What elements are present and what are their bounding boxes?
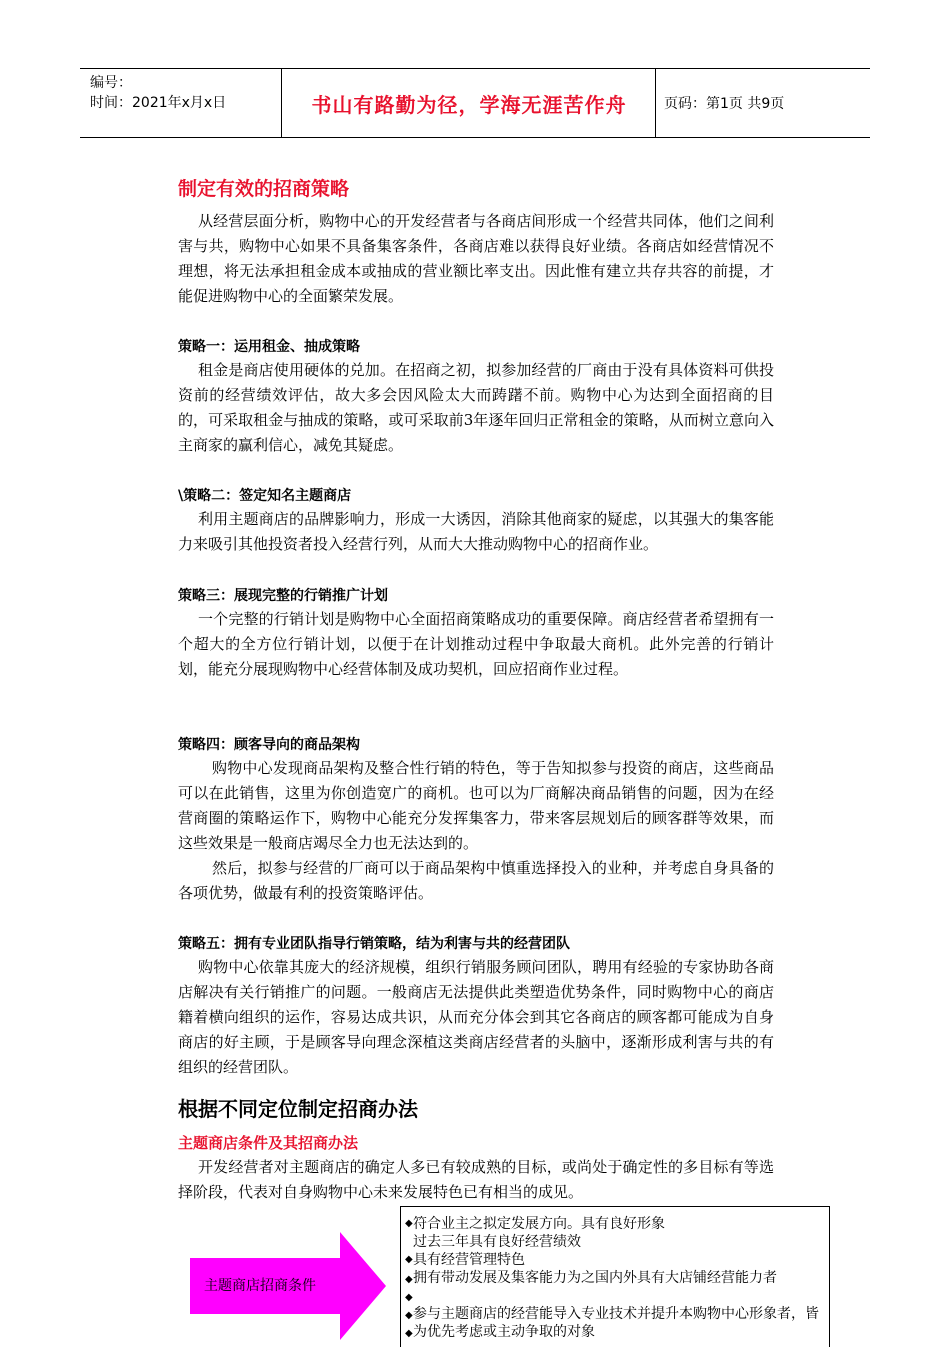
diamond-bullet-icon: ◆	[405, 1328, 413, 1339]
number-label: 编号：	[90, 75, 132, 91]
strategy-heading: 策略三：展现完整的行销推广计划	[178, 588, 388, 604]
diamond-bullet-icon: ◆	[405, 1274, 413, 1285]
section-intro: 开发经营者对主题商店的确定人多已有较成熟的目标，或尚处于确定性的多目标有等选择阶段，代表对自身购物中心未来发展特色已有相当的成见。	[178, 1158, 774, 1201]
section-subtitle: 主题商店条件及其招商办法	[178, 1134, 359, 1152]
condition-item: 过去三年具有良好经营绩效	[413, 1234, 581, 1250]
condition-item: 具有经营管理特色	[413, 1252, 525, 1268]
strategy-paragraph: 利用主题商店的品牌影响力，形成一大诱因，消除其他商家的疑虑，以其强大的集客能力来吸引其他投资者投入经营行列，从而大大推动购物中心的招商作业。	[178, 510, 774, 553]
diamond-bullet-icon: ◆	[405, 1292, 413, 1303]
strategy-heading: 策略五：拥有专业团队指导行销策略，结为利害与共的经营团队	[178, 936, 570, 952]
section-title: 制定有效的招商策略	[178, 178, 350, 200]
strategy-paragraph: 购物中心发现商品架构及整合性行销的特色，等于告知拟参与投资的商店，这些商品可以在此销售，这里为你创造宽广的商机。也可以为厂商解决商品销售的问题，因为在经营商圈的策略运作下，购物中心能充分发挥集客力，带来客层规划后的顾客群等效果，而这些效果是一般商店竭尽全力也无法达到的。	[178, 759, 774, 852]
section-title: 根据不同定位制定招商办法	[178, 1097, 418, 1121]
header-motto: 书山有路勤为径，学海无涯苦作舟	[311, 92, 627, 117]
condition-item: 符合业主之拟定发展方向。具有良好形象	[413, 1216, 665, 1232]
page-header	[80, 68, 870, 138]
conditions-box	[400, 1206, 830, 1347]
arrow-label: 主题商店招商条件	[204, 1278, 316, 1294]
strategy-heading: \策略二：签定知名主题商店	[178, 488, 352, 504]
diamond-bullet-icon: ◆	[405, 1310, 413, 1321]
diamond-bullet-icon: ◆	[405, 1218, 413, 1229]
strategy-paragraph: 购物中心依靠其庞大的经济规模，组织行销服务顾问团队，聘用有经验的专家协助各商店解决有关行销推广的问题。一般商店无法提供此类塑造优势条件，同时购物中心的商店籍着横向组织的运作，容易达成共识，从而充分体会到其它各商店的顾客都可能成为自身商店的好主顾，于是顾客导向理念深植这类商店经营者的头脑中，逐渐形成利害与共的有组织的经营团队。	[178, 958, 774, 1076]
page-info: 页码：第1页 共9页	[664, 96, 785, 112]
strategy-paragraph: 然后，拟参与经营的厂商可以于商品架构中慎重选择投入的业种，并考虑自身具备的各项优势，做最有利的投资策略评估。	[178, 859, 774, 902]
intro-paragraph: 从经营层面分析，购物中心的开发经营者与各商店间形成一个经营共同体，他们之间利害与共，购物中心如果不具备集客条件，各商店难以获得良好业绩。各商店如经营情况不理想，将无法承担租金成本或抽成的营业额比率支出。因此惟有建立共存共容的前提，才能促进购物中心的全面繁荣发展。	[178, 212, 774, 305]
strategy-heading: 策略一：运用租金、抽成策略	[178, 339, 360, 355]
strategy-heading: 策略四：顾客导向的商品架构	[178, 737, 360, 753]
condition-item: 参与主题商店的经营能导入专业技术并提升本购物中心形象者，皆为优先考虑或主动争取的对象	[413, 1306, 819, 1340]
diamond-bullet-icon: ◆	[405, 1254, 413, 1265]
strategy-paragraph: 租金是商店使用硬体的兑加。在招商之初，拟参加经营的厂商由于没有具体资料可供投资前的经营绩效评估，故大多会因风险太大而踌躇不前。购物中心为达到全面招商的目的，可采取租金与抽成的策略，或可采取前3年逐年回归正常租金的策略，从而树立意向入主商家的赢利信心，减免其疑虑。	[178, 361, 774, 454]
strategy-paragraph: 一个完整的行销计划是购物中心全面招商策略成功的重要保障。商店经营者希望拥有一个超大的全方位行销计划，以便于在计划推动过程中争取最大商机。此外完善的行销计划，能充分展现购物中心经营体制及成功契机，回应招商作业过程。	[178, 610, 774, 678]
condition-item: 拥有带动发展及集客能力为之国内外具有大店铺经营能力者	[413, 1270, 777, 1286]
time-label: 时间：2021年x月x日	[90, 95, 227, 111]
header-meta	[90, 73, 226, 113]
